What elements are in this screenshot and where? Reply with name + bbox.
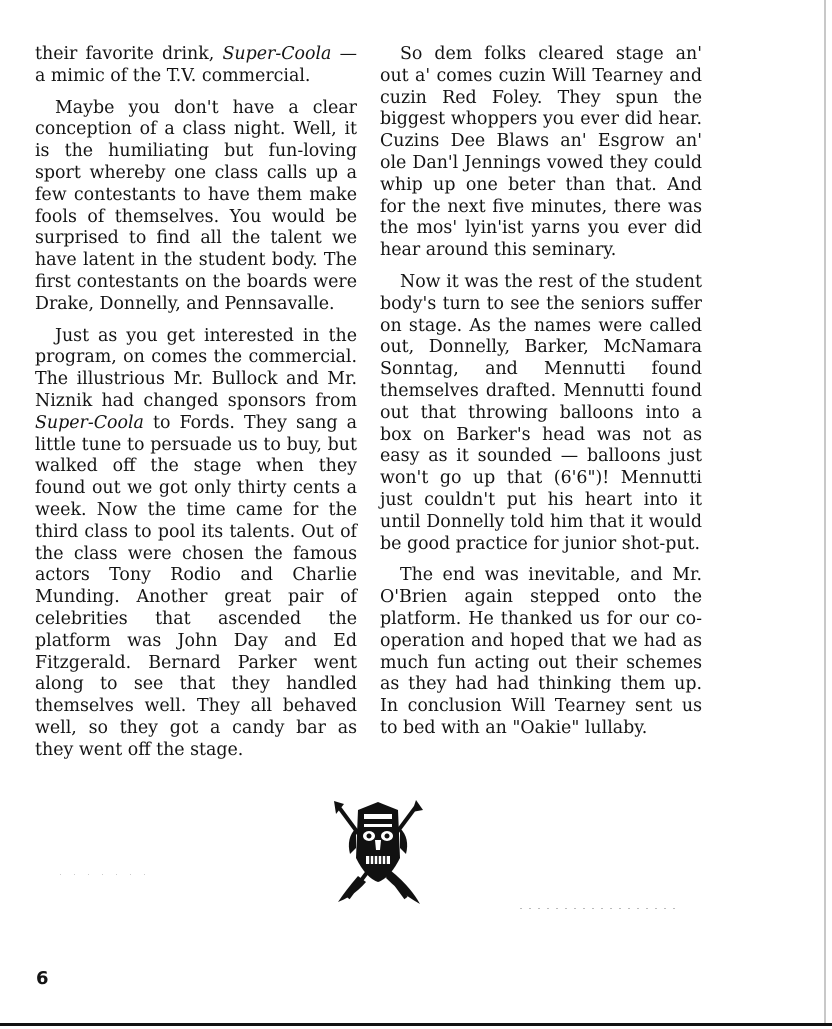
left-p1-drink-name: Super-Coola: [222, 44, 332, 64]
scan-speck: [520, 908, 680, 909]
left-p3-text-a: Just as you get interested in the program, on comes the commercial. The illustrious Mr. Bullock and Mr. Niznik had changed sponsors from: [35, 325, 357, 411]
left-p1-text-b: — a mimic of the T.V. commercial.: [35, 44, 358, 86]
left-p1-text-a: their favorite drink,: [35, 44, 223, 64]
right-column: [380, 44, 702, 750]
left-paragraph-2: Maybe you don't have a clear conception of a class night. Well, it is the humiliating but fun-loving sport whereby one class calls up a few contestants to have them make fools of themselves. You would be surprised to find all the talent we have latent in the student body. The first contestants on the boards were Drake, Donnelly, and Pennsavalle.: [35, 97, 357, 314]
left-paragraph-3: [35, 326, 357, 762]
left-p3-text-b: to Fords. They sang a little tune to persuade us to buy, but walked off the stage when they found out we got only thirty cents a week. Now the time came for the third class to pool its talents. Out of the class were chosen the famous actors Tony Rodio and Charlie Munding. Another great pair of celebrities that ascended the platform was John Day and Ed Fitzgerald. Bernard Parker went along to see that they handled themselves well. They all behaved well, so they got a candy bar as they went off the stage.: [35, 412, 357, 760]
scan-speck: [60, 874, 150, 875]
left-paragraph-1: [35, 44, 357, 88]
left-column: [35, 44, 357, 772]
page-number: 6: [36, 968, 49, 989]
right-paragraph-3: The end was inevitable, and Mr. O'Brien again stepped onto the platform. He thanked us for our co-operation and hoped that we had as much fun acting out their schemes as they had had thinking them up. In conclusion Will Tearney sent us to bed with an "Oakie" lullaby.: [380, 565, 702, 738]
left-p3-drink-name: Super-Coola: [35, 412, 144, 433]
right-paragraph-1: So dem folks cleared stage an' out a' comes cuzin Will Tearney and cuzin Red Foley. They spun the biggest whoppers you ever did hear. Cuzins Dee Blaws an' Esgrow an' ole Dan'l Jennings vowed they could whip up one beter than that. And for the next five minutes, there was the mos' lyin'ist yarns you ever did hear around this seminary.: [380, 44, 702, 261]
scan-edge-line: [824, 0, 826, 1023]
right-paragraph-2: Now it was the rest of the student body's turn to see the seniors suffer on stage. As the names were called out, Donnelly, Barker, McNamara Sonntag, and Mennutti found themselves drafted. Mennutti found out that throwing balloons into a box on Barker's head was not as easy as it sounded — balloons just won't go up that (6'6")! Mennutti just couldn't put his heart into it until Donnelly told him that it would be good practice for junior shot-put.: [380, 271, 702, 554]
bottom-border-line: [0, 1023, 832, 1026]
tiki-mask-crossed-spears-icon: [328, 798, 428, 908]
